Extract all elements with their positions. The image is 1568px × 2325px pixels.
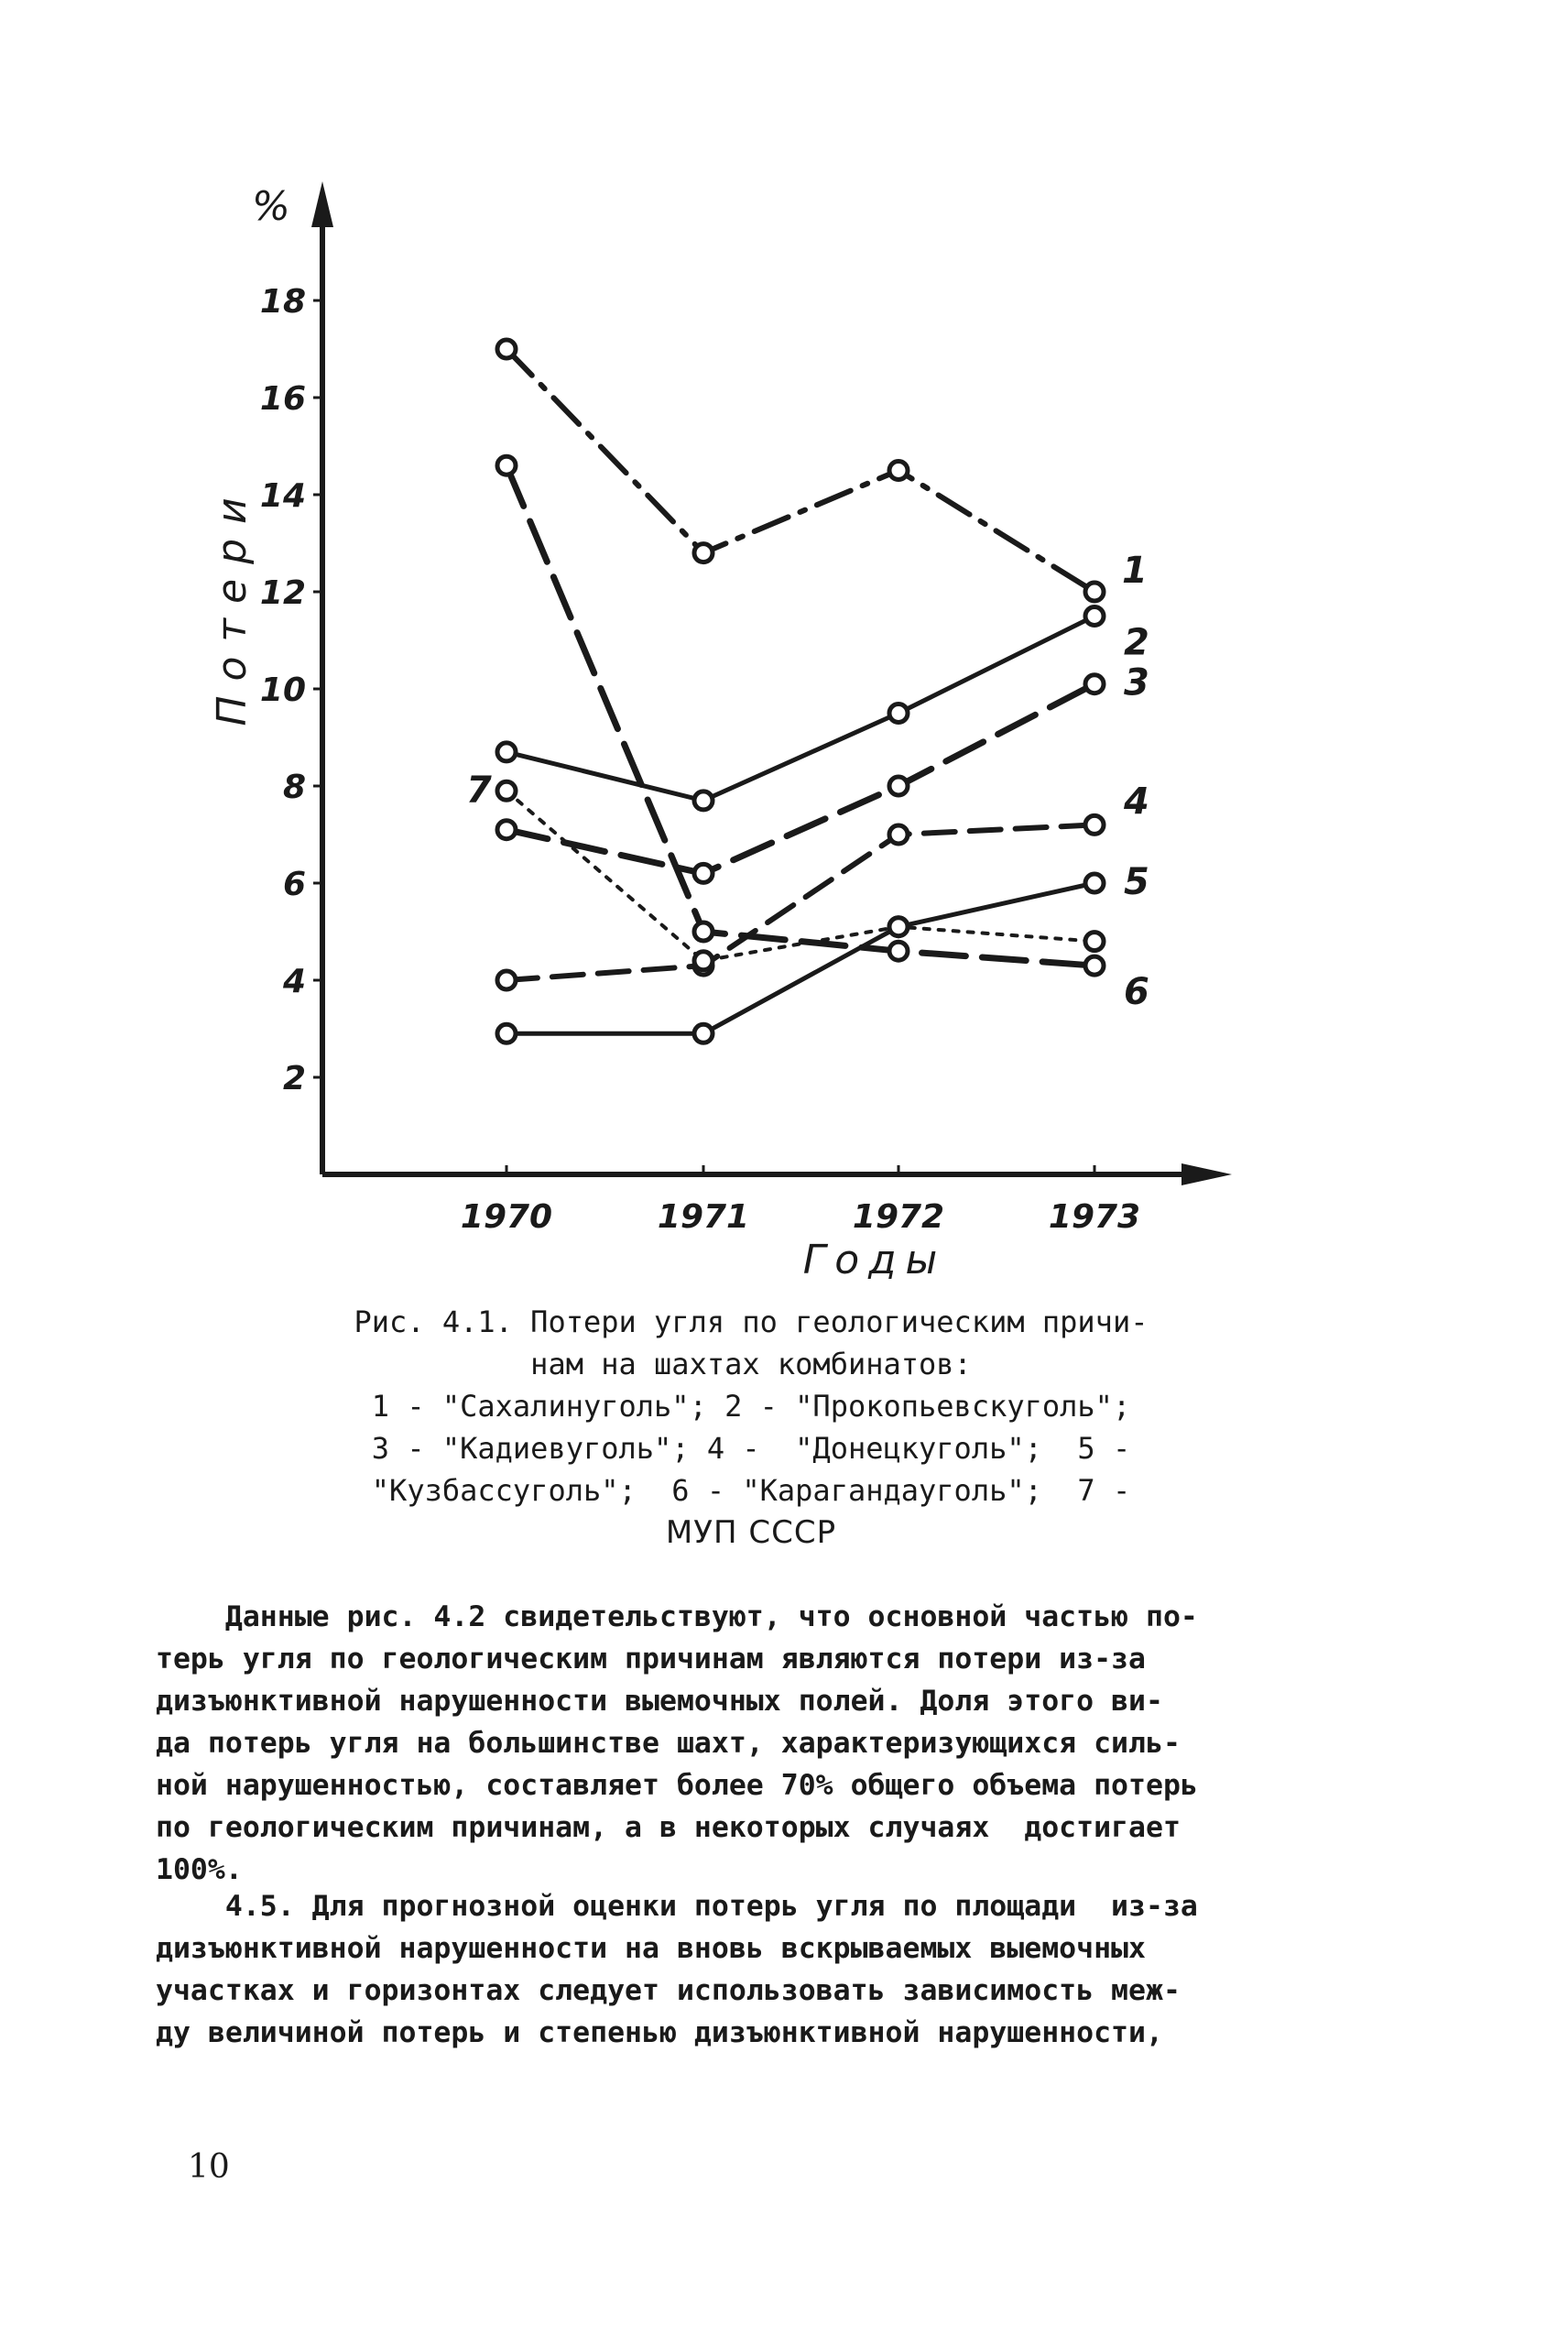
data-point (694, 1024, 713, 1042)
series-layer (466, 340, 1149, 1042)
series-4 (497, 780, 1149, 989)
data-point (1085, 933, 1104, 951)
text-line: дизъюнктивной нарушенности выемочных полей. Доля этого ви- (156, 1685, 1163, 1718)
caption-line: МУП СССР (665, 1514, 837, 1551)
x-tick-label: 1972 (852, 1198, 945, 1236)
series-line-7 (506, 791, 1094, 961)
body-paragraph-2 (156, 1885, 1429, 2054)
figure-caption (266, 1301, 1236, 1554)
data-point (497, 821, 516, 839)
y-tick-label: 2 (282, 1060, 306, 1097)
x-axis-arrow (1181, 1163, 1232, 1185)
y-unit-label: % (252, 183, 290, 230)
y-tick-label: 12 (259, 574, 306, 612)
series-label: 5 (1124, 861, 1149, 903)
y-axis-arrow (311, 181, 333, 227)
data-point (889, 918, 908, 936)
text-line: терь угля по геологическим причинам являются потери из-за (156, 1643, 1146, 1676)
data-point (889, 462, 908, 480)
series-line-3 (506, 684, 1094, 874)
y-tick-label: 10 (259, 671, 306, 709)
text-line: 100%. (156, 1853, 243, 1886)
text-line: участках и горизонтах следует использовать зависимость меж- (156, 1974, 1181, 2007)
y-axis-title: Потери (209, 483, 256, 726)
data-point (694, 791, 713, 810)
caption-line: нам на шахтах комбинатов: (530, 1347, 972, 1381)
data-point (497, 1024, 516, 1042)
data-point (497, 340, 516, 358)
series-6 (497, 456, 1149, 1013)
series-label: 4 (1124, 780, 1149, 824)
x-tick-label: 1970 (460, 1198, 553, 1236)
data-point (694, 544, 713, 562)
text-line: дизъюнктивной нарушенности на вновь вскрываемых выемочных (156, 1932, 1146, 1965)
data-point (497, 456, 516, 475)
data-point (889, 704, 908, 723)
page-number: 10 (188, 2148, 230, 2186)
text-line: по геологическим причинам, а в некоторых случаях достигает (156, 1811, 1181, 1844)
text-line: 4.5. Для прогнозной оценки потерь угля по площади из-за (156, 1890, 1198, 1923)
text-line: ду величиной потерь и степенью дизъюнктивной нарушенности, (156, 2016, 1163, 2049)
data-point (694, 922, 713, 941)
data-point (497, 971, 516, 989)
series-line-2 (506, 617, 1094, 801)
series-label: 6 (1124, 971, 1149, 1014)
caption-line: 3 - "Кадиевуголь"; 4 - "Донецкуголь"; 5 - (371, 1431, 1131, 1466)
data-point (497, 781, 516, 800)
data-point (1085, 607, 1104, 626)
y-ticks (260, 283, 322, 1097)
y-tick-label: 16 (259, 380, 306, 418)
data-point (1085, 675, 1104, 693)
series-line-1 (506, 349, 1094, 592)
data-point (1085, 874, 1104, 892)
data-point (889, 942, 908, 960)
caption-line: 1 - "Сахалинуголь"; 2 - "Прокопьевскуголь"; (371, 1389, 1131, 1424)
series-line-6 (506, 465, 1094, 966)
data-point (1085, 583, 1104, 601)
text-line: да потерь угля на большинстве шахт, характеризующихся силь- (156, 1727, 1181, 1760)
data-point (1085, 956, 1104, 975)
series-label: 3 (1124, 661, 1149, 704)
x-axis-title: Годы (802, 1237, 947, 1283)
y-tick-label: 14 (259, 477, 306, 515)
y-tick-label: 6 (282, 866, 306, 903)
series-label: 7 (466, 769, 492, 812)
y-tick-label: 4 (282, 963, 306, 1000)
data-point (694, 864, 713, 882)
text-line: ной нарушенностью, составляет более 70% общего объема потерь (156, 1769, 1198, 1802)
series-label: 1 (1122, 550, 1148, 592)
data-point (889, 825, 908, 844)
data-point (1085, 815, 1104, 834)
y-tick-label: 8 (282, 769, 306, 806)
caption-line: Рис. 4.1. Потери угля по геологическим причи- (354, 1304, 1149, 1339)
series-1 (497, 340, 1148, 601)
data-point (497, 743, 516, 761)
body-paragraph-1 (156, 1596, 1429, 1891)
x-tick-label: 1973 (1048, 1198, 1141, 1236)
data-point (694, 952, 713, 970)
data-point (889, 777, 908, 795)
caption-line: "Кузбассуголь"; 6 - "Карагандауголь"; 7 - (371, 1473, 1131, 1508)
x-tick-label: 1971 (657, 1198, 750, 1236)
y-tick-label: 18 (259, 283, 306, 321)
series-label: 2 (1124, 621, 1149, 664)
text-line: Данные рис. 4.2 свидетельствуют, что основной частью по- (156, 1600, 1198, 1633)
